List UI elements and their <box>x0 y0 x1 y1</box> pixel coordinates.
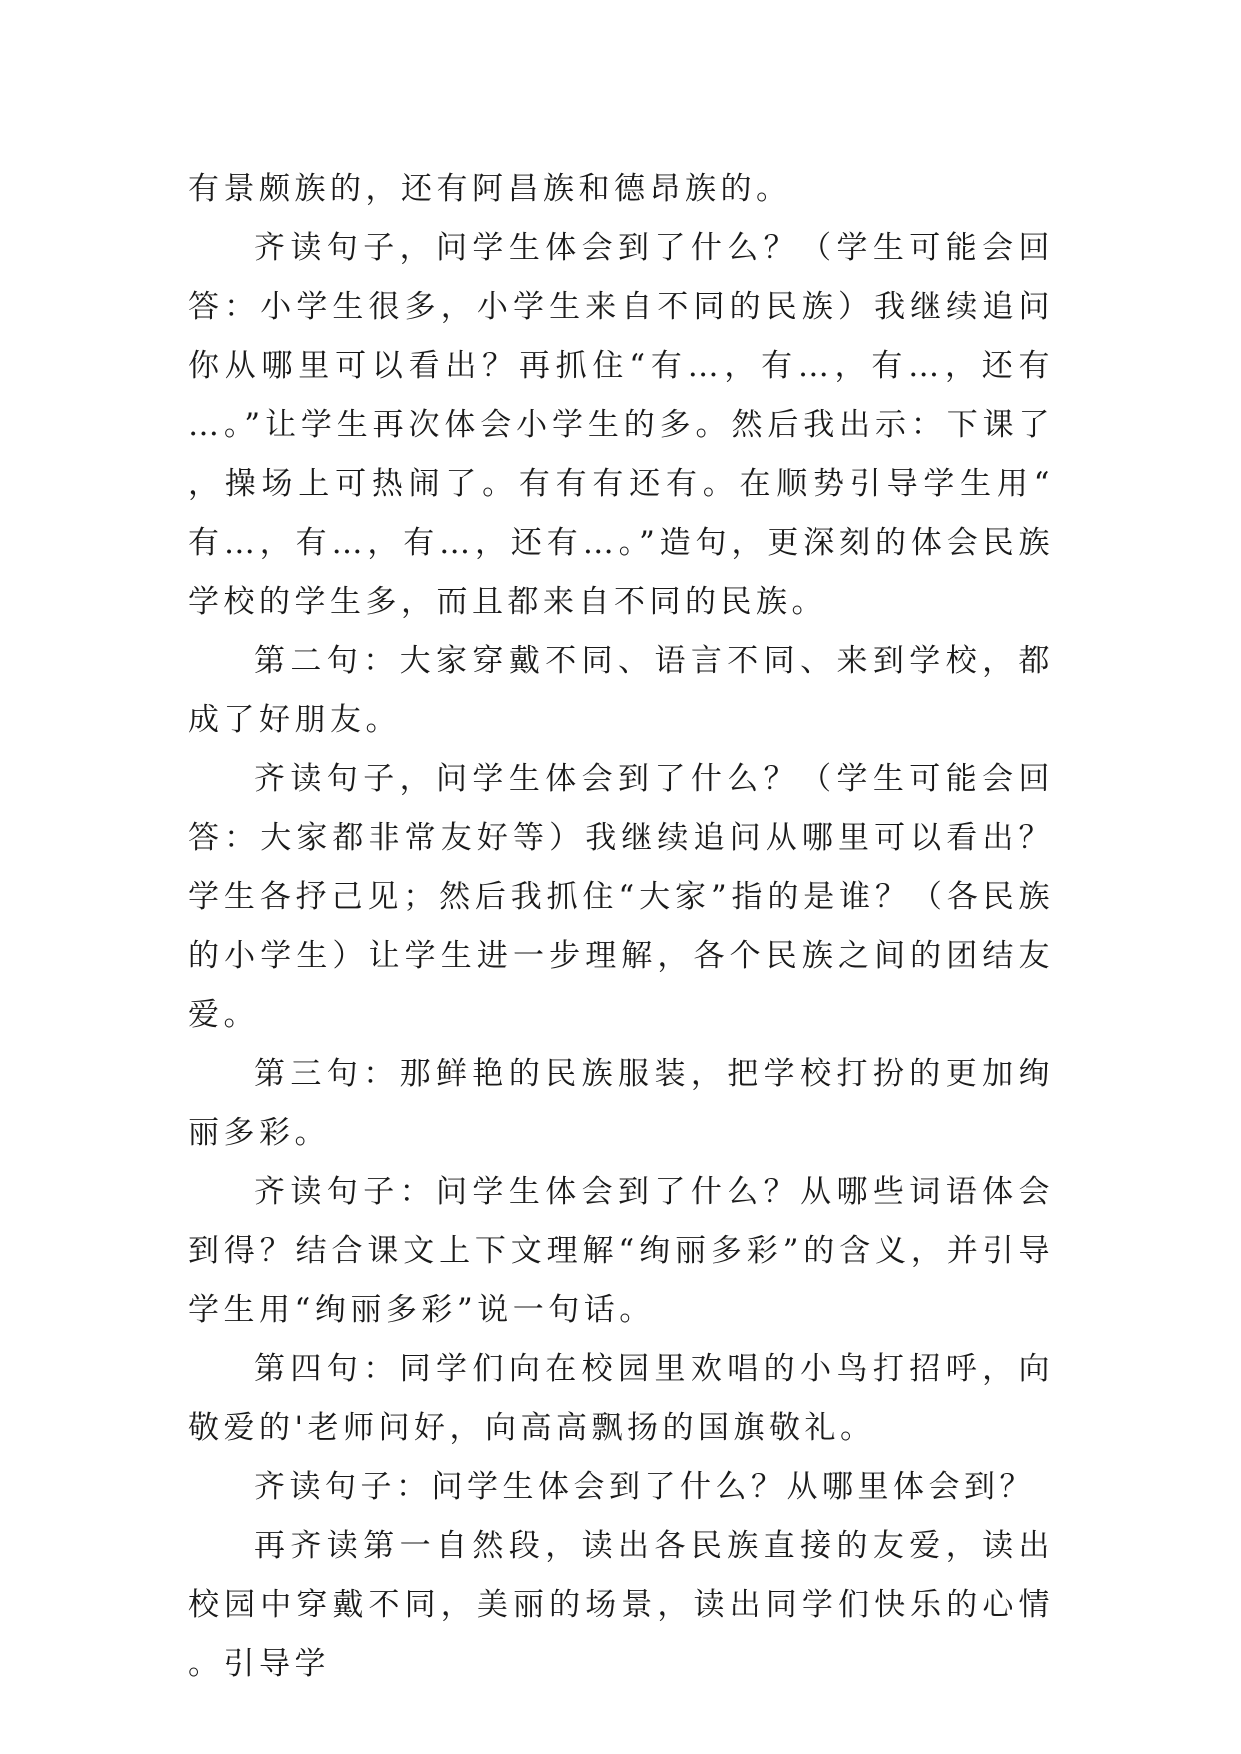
paragraph-reading-analysis-3: 齐读句子：问学生体会到了什么？从哪些词语体会到得？结合课文上下文理解“绚丽多彩”的含义，并引导学生用“绚丽多彩”说一句话。 <box>188 1174 1054 1328</box>
paragraph-reading-analysis-4: 齐读句子：问学生体会到了什么？从哪里体会到？ <box>254 1469 1035 1505</box>
paragraph-fourth-sentence: 第四句：同学们向在校园里欢唱的小鸟打招呼，向敬爱的'老师问好，向高高飘扬的国旗敬礼。 <box>188 1351 1054 1446</box>
paragraph-continuation: 有景颇族的，还有阿昌族和德昂族的。 <box>188 171 792 207</box>
paragraph-reading-analysis-2: 齐读句子，问学生体会到了什么？（学生可能会回答：大家都非常友好等）我继续追问从哪里可以看出？学生各抒己见；然后我抓住“大家”指的是谁？（各民族的小学生）让学生进一步理解，各个民族之间的团结友爱。 <box>188 761 1054 1033</box>
paragraph-third-sentence: 第三句：那鲜艳的民族服装，把学校打扮的更加绚丽多彩。 <box>188 1056 1054 1151</box>
paragraph-second-sentence: 第二句：大家穿戴不同、语言不同、来到学校，都成了好朋友。 <box>188 643 1054 738</box>
paragraph-reread-first-section: 再齐读第一自然段，读出各民族直接的友爱，读出校园中穿戴不同，美丽的场景，读出同学们快乐的心情。引导学 <box>188 1528 1054 1682</box>
document-body <box>188 160 1054 1694</box>
paragraph-reading-analysis-1: 齐读句子，问学生体会到了什么？（学生可能会回答：小学生很多，小学生来自不同的民族）我继续追问你从哪里可以看出？再抓住“有…，有…，有…，还有…。”让学生再次体会小学生的多。然后我出示：下课了，操场上可热闹了。有有有还有。在顺势引导学生用“有…，有…，有…，还有…。”造句，更深刻的体会民族学校的学生多，而且都来自不同的民族。 <box>188 230 1054 620</box>
